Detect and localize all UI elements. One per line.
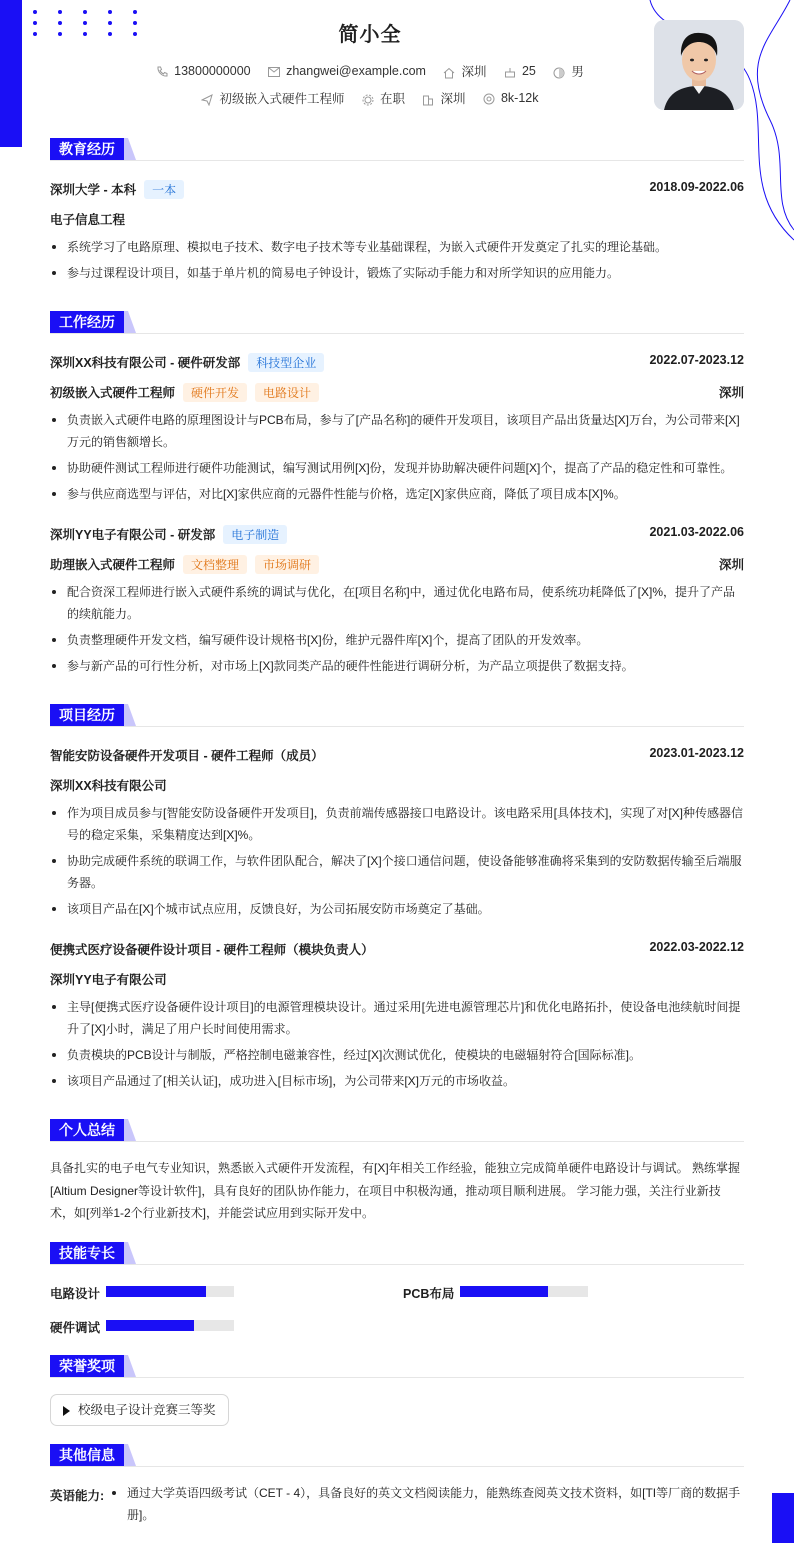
- other-section: [50, 1444, 744, 1467]
- section-title: 项目经历: [50, 704, 124, 726]
- work-section-header: [50, 311, 744, 334]
- skill-tag: 硬件开发: [183, 383, 247, 402]
- title-tail-decoration: [124, 138, 136, 160]
- accent-bar-bottom-right: [772, 1493, 794, 1543]
- title-tail-decoration: [124, 1119, 136, 1141]
- phone-item: 13800000000: [156, 64, 250, 78]
- gender-item: 男: [553, 62, 584, 80]
- education-major: 电子信息工程: [50, 213, 126, 227]
- work-date: 2022.07-2023.12: [649, 353, 744, 367]
- list-item: 配合资深工程师进行嵌入式硬件系统的调试与优化，在[项目名称]中，通过优化电路布局，使系统功耗降低了[X]%，提升了产品的续航能力。: [50, 581, 744, 625]
- education-date: 2018.09-2022.06: [649, 180, 744, 194]
- education-bullets: [50, 236, 744, 284]
- role-title: 初级嵌入式硬件工程师: [50, 386, 176, 400]
- title-tail-decoration: [124, 1355, 136, 1377]
- project-1-header: [50, 746, 744, 764]
- section-title: 个人总结: [50, 1119, 124, 1141]
- mail-icon: [268, 67, 280, 77]
- project-date: 2023.01-2023.12: [649, 746, 744, 760]
- list-item: 主导[便携式医疗设备硬件设计项目]的电源管理模块设计。通过采用[先进电源管理芯片]和优化电路拓扑，使设备电池续航时间提升了[X]小时，满足了用户长时间使用需求。: [50, 996, 744, 1040]
- project-2-header: [50, 940, 744, 958]
- send-icon: [201, 94, 213, 106]
- avatar: [654, 20, 744, 110]
- list-item: 参与新产品的可行性分析，对市场上[X]款同类产品的硬件性能进行调研分析，为产品立项提供了数据支持。: [50, 655, 744, 677]
- skill-bar: [460, 1286, 588, 1297]
- section-title: 教育经历: [50, 138, 124, 160]
- project-title: 智能安防设备硬件开发项目 - 硬件工程师（成员）: [50, 749, 324, 763]
- work-entry-1-header: [50, 353, 744, 372]
- other-section-header: [50, 1444, 744, 1467]
- contact-row: [0, 62, 740, 80]
- work-date: 2021.03-2022.06: [649, 525, 744, 539]
- company-tag: 电子制造: [223, 525, 287, 544]
- work-entry-2-bullets: [50, 581, 744, 677]
- award-item[interactable]: 校级电子设计竞赛三等奖: [50, 1394, 229, 1426]
- section-title: 其他信息: [50, 1444, 124, 1466]
- skill-bar: [106, 1286, 234, 1297]
- status-item: 在职: [362, 89, 405, 107]
- school-name: 深圳大学 - 本科: [50, 183, 137, 197]
- skill-name: 电路设计: [50, 1287, 101, 1301]
- english-bullets: [110, 1482, 744, 1526]
- skill-bar-fill: [106, 1320, 194, 1331]
- skills-section: [50, 1242, 744, 1265]
- play-triangle-icon: [63, 1406, 70, 1416]
- list-item: 负责整理硬件开发文档，编写硬件设计规格书[X]份，维护元器件库[X]个，提高了团队的开发效率。: [50, 629, 744, 651]
- cake-icon: [504, 66, 516, 78]
- education-section-header: [50, 138, 744, 161]
- work-entry-2-header: [50, 525, 744, 544]
- section-title: 工作经历: [50, 311, 124, 333]
- section-title: 荣誉奖项: [50, 1355, 124, 1377]
- role-title: 助理嵌入式硬件工程师: [50, 558, 176, 572]
- summary-text: 具备扎实的电子电气专业知识，熟悉嵌入式硬件开发流程，有[X]年相关工作经验，能独立完成简单硬件电路设计与调试。 熟练掌握[Altium Designer等设计软件]，具有良好的团队协作能力，在项目中积极沟通，推动项目顺利进展。 学习能力强，关注行业新技术，如[列举1-2个行业新技术]，并能尝试应用到实际开发中。: [50, 1161, 741, 1220]
- skills-section-header: [50, 1242, 744, 1265]
- english-label: 英语能力:: [50, 1489, 105, 1503]
- work-entry-1-role: [50, 383, 744, 402]
- avatar-portrait-illustration: [654, 20, 744, 110]
- list-item: 作为项目成员参与[智能安防设备硬件开发项目]，负责前端传感器接口电路设计。该电路采用[具体技术]，实现了对[X]种传感器信号的稳定采集，采集精度达到[X]%。: [50, 802, 744, 846]
- list-item: 协助硬件测试工程师进行硬件功能测试，编写测试用例[X]份，发现并协助解决硬件问题[X]个，提高了产品的稳定性和可靠性。: [50, 457, 744, 479]
- project-company: 深圳XX科技有限公司: [50, 779, 167, 793]
- email-item: zhangwei@example.com: [268, 64, 426, 78]
- work-city: 深圳: [718, 558, 744, 572]
- company-name: 深圳XX科技有限公司 - 硬件研发部: [50, 356, 241, 370]
- coin-icon: [483, 93, 495, 105]
- skill-name: 硬件调试: [50, 1321, 101, 1335]
- list-item: 该项目产品通过了[相关认证]，成功进入[目标市场]，为公司带来[X]万元的市场收益。: [50, 1070, 744, 1092]
- candidate-name: 简小全: [338, 24, 402, 46]
- skill-bar: [106, 1320, 234, 1331]
- title-tail-decoration: [124, 1444, 136, 1466]
- location-item: 深圳: [443, 62, 486, 80]
- age-item: 25: [504, 64, 536, 78]
- job-intent-row: [0, 89, 740, 107]
- projects-section: [50, 704, 744, 727]
- salary-item: 8k-12k: [483, 91, 539, 105]
- project-1-bullets: [50, 802, 744, 920]
- skill-bar-fill: [106, 1286, 206, 1297]
- gear-icon: [362, 94, 374, 106]
- company-tag: 科技型企业: [248, 353, 324, 372]
- position-item: 初级嵌入式硬件工程师: [201, 89, 344, 107]
- project-company: 深圳YY电子有限公司: [50, 973, 167, 987]
- list-item: 系统学习了电路原理、模拟电子技术、数字电子技术等专业基础课程，为嵌入式硬件开发奠定了扎实的理论基础。: [50, 236, 744, 258]
- work-entry-2-role: [50, 555, 744, 574]
- list-item: 协助完成硬件系统的联调工作，与软件团队配合，解决了[X]个接口通信问题，使设备能够准确将采集到的安防数据传输至后端服务器。: [50, 850, 744, 894]
- home-icon: [443, 67, 455, 79]
- school-tag: 一本: [144, 180, 184, 199]
- list-item: 负责模块的PCB设计与制版，严格控制电磁兼容性，经过[X]次测试优化，使模块的电磁辐射符合[国际标准]。: [50, 1044, 744, 1066]
- skill-tag: 电路设计: [255, 383, 319, 402]
- projects-section-header: [50, 704, 744, 727]
- honors-section: [50, 1355, 744, 1378]
- gender-icon: [553, 67, 565, 79]
- list-item: 通过大学英语四级考试（CET - 4），具备良好的英文文档阅读能力，能熟练查阅英文技术资料，如[TI等厂商的数据手册]。: [110, 1482, 744, 1526]
- project-title: 便携式医疗设备硬件设计项目 - 硬件工程师（模块负责人）: [50, 943, 374, 957]
- summary-section: [50, 1119, 744, 1142]
- work-section: [50, 311, 744, 334]
- honors-section-header: [50, 1355, 744, 1378]
- skill-name: PCB布局: [403, 1287, 455, 1301]
- title-tail-decoration: [124, 311, 136, 333]
- work-entry-1-bullets: [50, 409, 744, 505]
- list-item: 负责嵌入式硬件电路的原理图设计与PCB布局，参与了[产品名称]的硬件开发项目，该项目产品出货量达[X]万台，为公司带来[X]万元的销售额增长。: [50, 409, 744, 453]
- phone-icon: [156, 66, 168, 78]
- city-item: 深圳: [422, 89, 465, 107]
- project-date: 2022.03-2022.12: [649, 940, 744, 954]
- skill-bar-fill: [460, 1286, 548, 1297]
- education-section: [50, 138, 744, 161]
- title-tail-decoration: [124, 704, 136, 726]
- list-item: 该项目产品在[X]个城市试点应用，反馈良好，为公司拓展安防市场奠定了基础。: [50, 898, 744, 920]
- building-icon: [422, 94, 434, 106]
- company-name: 深圳YY电子有限公司 - 研发部: [50, 528, 216, 542]
- list-item: 参与供应商选型与评估，对比[X]家供应商的元器件性能与价格，选定[X]家供应商，降低了项目成本[X]%。: [50, 483, 744, 505]
- skill-tag: 市场调研: [255, 555, 319, 574]
- skill-tag: 文档整理: [183, 555, 247, 574]
- list-item: 参与过课程设计项目，如基于单片机的简易电子钟设计，锻炼了实际动手能力和对所学知识的应用能力。: [50, 262, 744, 284]
- education-entry-header: [50, 180, 744, 199]
- summary-section-header: [50, 1119, 744, 1142]
- section-title: 技能专长: [50, 1242, 124, 1264]
- project-2-bullets: [50, 996, 744, 1092]
- work-city: 深圳: [718, 386, 744, 400]
- title-tail-decoration: [124, 1242, 136, 1264]
